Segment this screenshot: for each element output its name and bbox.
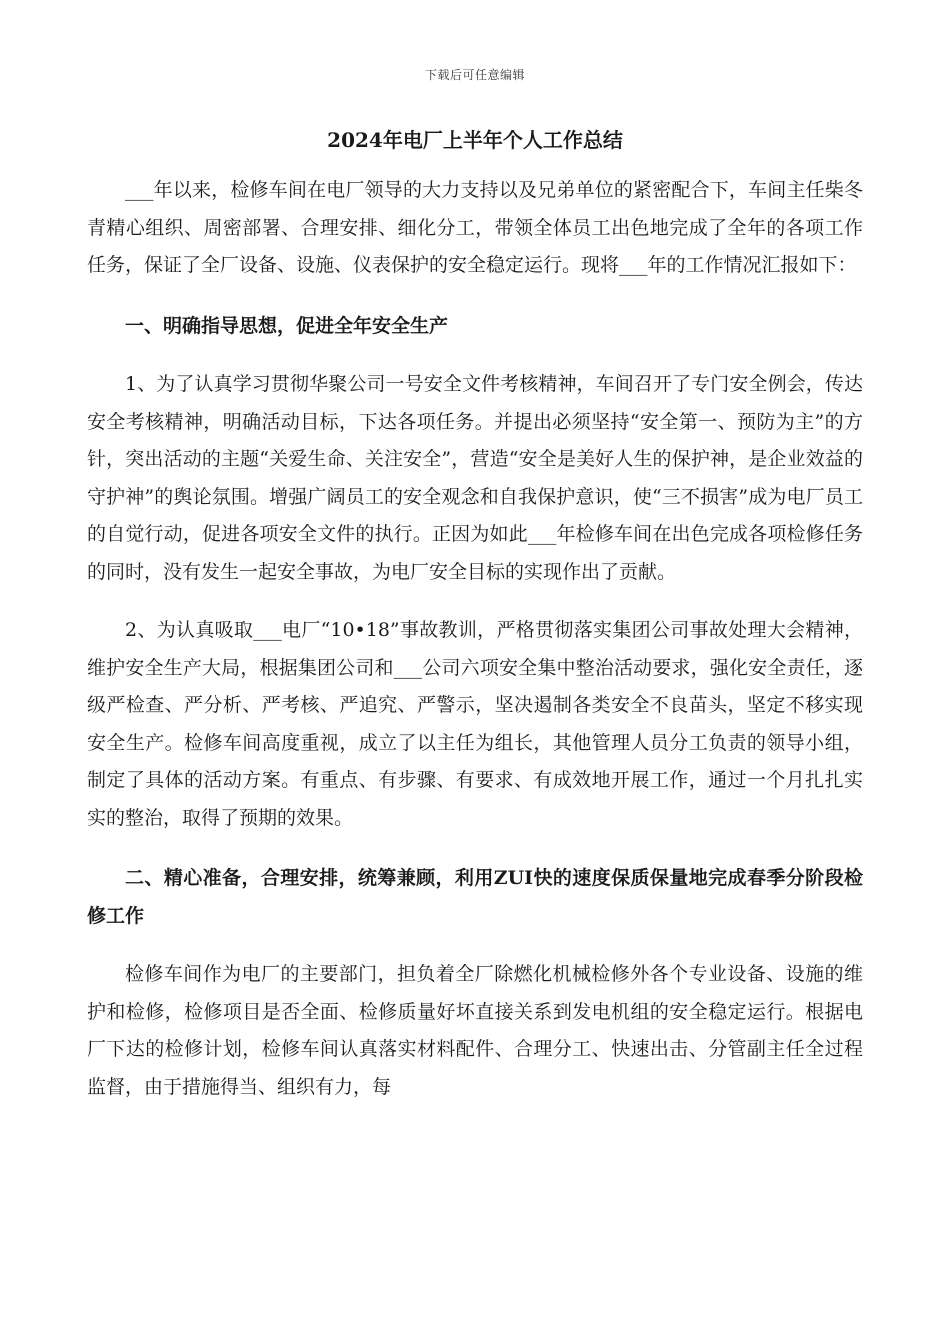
intro-paragraph: ___年以来，检修车间在电厂领导的大力支持以及兄弟单位的紧密配合下，车间主任柴冬青精心组织、周密部署、合理安排、细化分工，带领全体员工出色地完成了全年的各项工作任务，保证了全厂设备、设施、仪表保护的安全稳定运行。现将___年的工作情况汇报如下： [87, 179, 863, 276]
section-2-heading: 二、精心准备，合理安排，统筹兼顾，利用ZUI快的速度保质保量地完成春季分阶段检修工作 [87, 867, 863, 927]
document-body [87, 172, 863, 1106]
spacer [87, 285, 863, 308]
spacer [87, 591, 863, 612]
spacer [87, 837, 863, 860]
section-1-paragraph-2: 2、为认真吸取___电厂“10•18”事故教训，严格贯彻落实集团公司事故处理大会精神，维护安全生产大局，根据集团公司和___公司六项安全集中整治活动要求，强化安全责任，逐级严检查、严分析、严考核、严追究、严警示，坚决遏制各类安全不良苗头，坚定不移实现安全生产。检修车间高度重视，成立了以主任为组长，其他管理人员分工负责的领导小组，制定了具体的活动方案。有重点、有步骤、有要求、有成效地开展工作，通过一个月扎扎实实的整治，取得了预期的效果。 [87, 619, 863, 829]
section-1-paragraph-1: 1、为了认真学习贯彻华聚公司一号安全文件考核精神，车间召开了专门安全例会，传达安全考核精神，明确活动目标，下达各项任务。并提出必须坚持“安全第一、预防为主”的方针，突出活动的主题“关爱生命、关注安全”，营造“安全是美好人生的保护神，是企业效益的守护神”的舆论氛围。增强广阔员工的安全观念和自我保护意识，使“三不损害”成为电厂员工的自觉行动，促进各项安全文件的执行。正因为如此___年检修车间在出色完成各项检修任务的同时，没有发生一起安全事故，为电厂安全目标的实现作出了贡献。 [87, 373, 863, 583]
spacer [87, 345, 863, 366]
section-1-heading: 一、明确指导思想，促进全年安全生产 [125, 314, 449, 337]
header-note: 下载后可任意编辑 [424, 68, 525, 82]
document-title: 2024年电厂上半年个人工作总结 [327, 128, 623, 152]
spacer [87, 935, 863, 956]
section-2-paragraph-1: 检修车间作为电厂的主要部门，担负着全厂除燃化机械检修外各个专业设备、设施的维护和检修，检修项目是否全面、检修质量好坏直接关系到发电机组的安全稳定运行。根据电厂下达的检修计划，检修车间认真落实材料配件、合理分工、快速出击、分管副主任全过程监督，由于措施得当、组织有力，每 [87, 963, 863, 1098]
